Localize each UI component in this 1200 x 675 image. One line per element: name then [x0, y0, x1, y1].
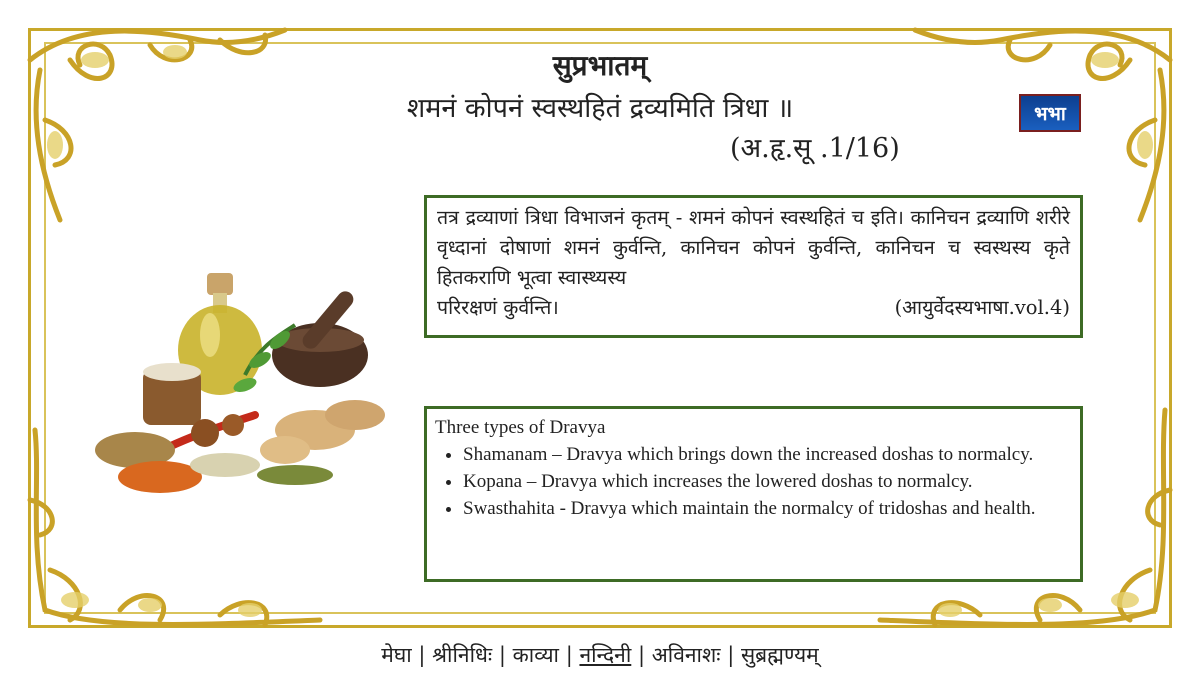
sanskrit-source: (आयुर्वेदस्यभाषा.vol.4)	[894, 296, 1070, 319]
page-title: सुप्रभातम्	[552, 49, 648, 82]
footer-name: नन्दिनी	[579, 643, 632, 667]
footer-separator: |	[565, 643, 573, 667]
list-item: • Swasthahita - Dravya which maintain the normalcy of tridoshas and health.	[463, 495, 1072, 522]
logo-text: भभा	[1034, 103, 1066, 125]
sanskrit-last-line	[437, 293, 1070, 323]
footer-name: श्रीनिधिः	[432, 643, 493, 667]
sanskrit-last-line-text: परिरक्षणं कुर्वन्ति।	[437, 296, 559, 319]
footer-name: अविनाशः	[651, 643, 721, 667]
spices-illustration-icon	[95, 265, 395, 500]
footer-name: काव्या	[512, 643, 559, 667]
footer-name: मेघा	[381, 643, 412, 667]
sanskrit-explanation-box	[424, 195, 1083, 338]
list-item: • Kopana – Dravya which increases the lowered doshas to normalcy.	[463, 468, 1072, 495]
footer-separator: |	[637, 643, 646, 667]
footer-separator: |	[498, 643, 506, 667]
shloka-verse: शमनं कोपनं स्वस्थहितं द्रव्यमिति त्रिधा ॥	[406, 93, 794, 124]
footer-separator: |	[418, 643, 426, 667]
footer-name: सुब्रह्मण्यम्	[740, 643, 819, 667]
footer-names	[0, 641, 1200, 669]
dravya-types-list	[435, 441, 1072, 522]
english-heading: Three types of Dravya	[435, 417, 606, 438]
list-item: • Shamanam – Dravya which brings down the increased doshas to normalcy.	[463, 441, 1072, 468]
verse-reference: (अ.हृ.सू .1/16)	[730, 133, 900, 164]
footer-separator: |	[727, 643, 735, 667]
english-explanation-box	[424, 406, 1083, 582]
channel-logo	[1019, 94, 1081, 132]
sanskrit-explanation-text: तत्र द्रव्याणां त्रिधा विभाजनं कृतम् - शमनं कोपनं स्वस्थहितं च इति। कानिचन द्रव्याणि शरीरे वृध्दानां दोषाणां शमनं कुर्वन्ति, कानिचन कोपनं कुर्वन्ति, कानिचन च स्वस्थस्य कृते हितकराणि भूत्वा स्वास्थ्यस्य	[437, 206, 1070, 289]
